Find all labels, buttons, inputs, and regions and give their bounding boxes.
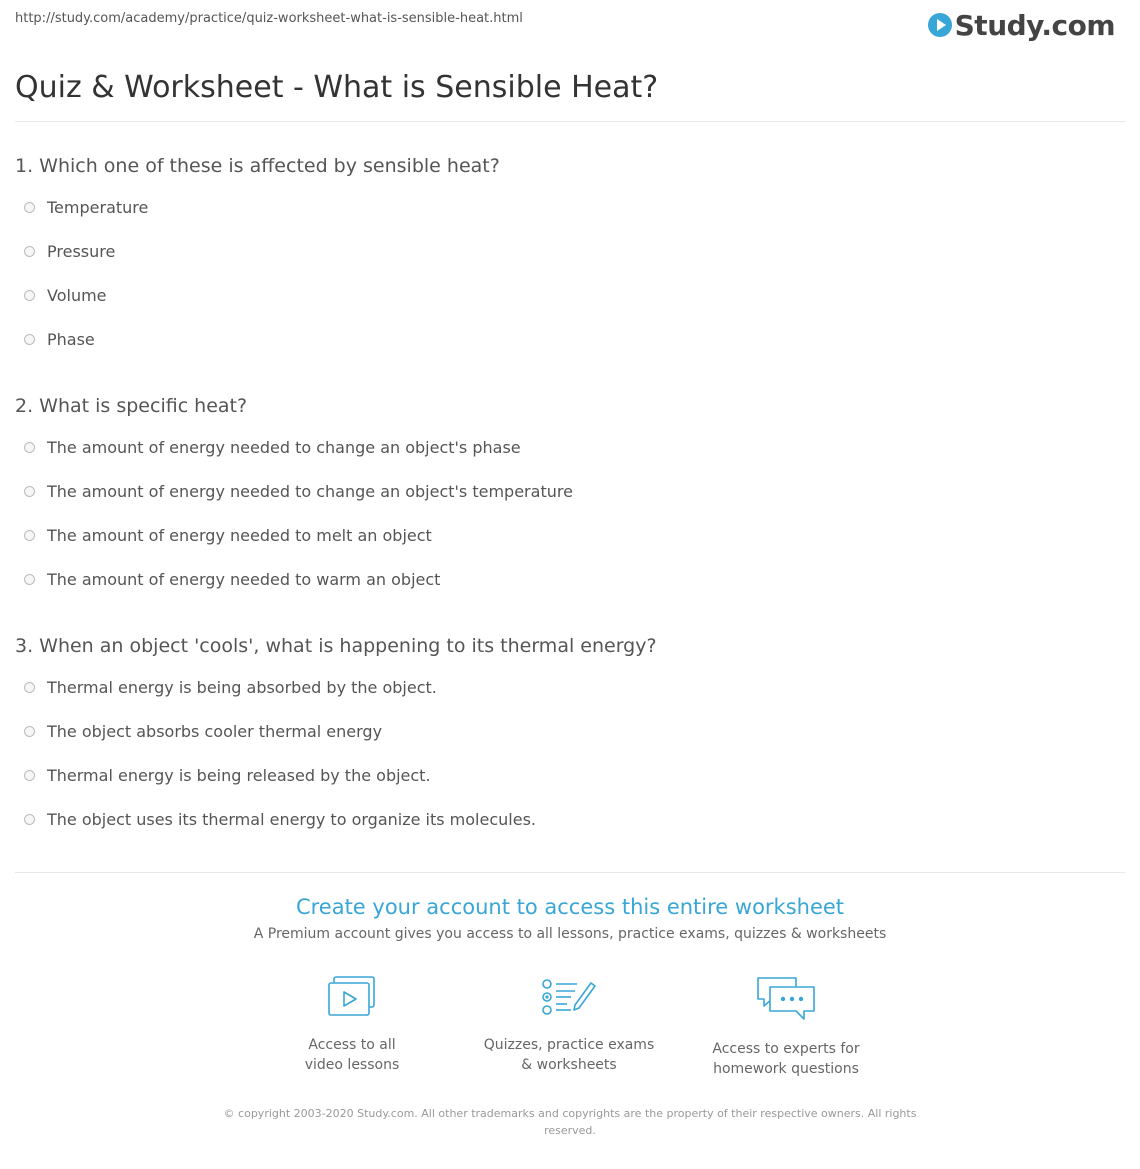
- answer-option[interactable]: [15, 665, 1115, 709]
- answer-option[interactable]: [15, 797, 1115, 841]
- answer-label: The object uses its thermal energy to organize its molecules.: [47, 809, 536, 829]
- feature-line: video lessons: [304, 1057, 400, 1073]
- radio-button[interactable]: [24, 682, 35, 693]
- radio-button[interactable]: [24, 814, 35, 825]
- answer-option[interactable]: [15, 185, 1115, 229]
- question-1: [15, 155, 1115, 361]
- create-account-link[interactable]: Create your account to access this entire worksheet: [295, 895, 845, 919]
- answer-label: Volume: [47, 285, 107, 305]
- answer-option[interactable]: [15, 469, 1115, 513]
- feature-line: homework questions: [713, 1061, 859, 1077]
- play-logo-icon: [928, 13, 952, 37]
- chat-bubbles-icon: [754, 975, 818, 1025]
- answer-label: The amount of energy needed to melt an object: [47, 525, 432, 545]
- feature-line: & worksheets: [521, 1057, 617, 1073]
- answer-label: Temperature: [47, 197, 149, 217]
- radio-button[interactable]: [24, 334, 35, 345]
- page-url: http://study.com/academy/practice/quiz-worksheet-what-is-sensible-heat.html: [15, 11, 523, 26]
- radio-button[interactable]: [24, 442, 35, 453]
- answer-option[interactable]: [15, 709, 1115, 753]
- answer-label: Thermal energy is being absorbed by the object.: [47, 677, 437, 697]
- answer-option[interactable]: [15, 513, 1115, 557]
- answer-option[interactable]: [15, 317, 1115, 361]
- answer-label: The object absorbs cooler thermal energy: [47, 721, 383, 741]
- answer-option[interactable]: [15, 425, 1115, 469]
- page-title: Quiz & Worksheet - What is Sensible Heat?: [15, 70, 659, 105]
- answer-label: Phase: [47, 329, 95, 349]
- question-2: [15, 395, 1115, 601]
- feature-line: Quizzes, practice exams: [483, 1037, 655, 1053]
- answer-label: The amount of energy needed to warm an object: [47, 569, 441, 589]
- answer-option[interactable]: [15, 273, 1115, 317]
- answer-label: Pressure: [47, 241, 116, 261]
- answer-label: The amount of energy needed to change an object's temperature: [47, 481, 573, 501]
- quiz-checklist-icon: [541, 975, 597, 1021]
- radio-button[interactable]: [24, 202, 35, 213]
- answer-label: Thermal energy is being released by the object.: [47, 765, 431, 785]
- feature-line: Access to experts for: [712, 1041, 860, 1057]
- question-title: 3. When an object 'cools', what is happening to its thermal energy?: [15, 635, 657, 657]
- cta-divider: [15, 872, 1125, 873]
- radio-button[interactable]: [24, 770, 35, 781]
- feature-video-lessons: [252, 975, 452, 1075]
- answer-label: The amount of energy needed to change an object's phase: [47, 437, 521, 457]
- question-3: [15, 635, 1115, 841]
- radio-button[interactable]: [24, 290, 35, 301]
- title-divider: [15, 121, 1125, 122]
- radio-button[interactable]: [24, 726, 35, 737]
- radio-button[interactable]: [24, 530, 35, 541]
- radio-button[interactable]: [24, 574, 35, 585]
- video-lessons-icon: [326, 975, 378, 1021]
- study-logo[interactable]: [928, 6, 1115, 44]
- question-title: 1. Which one of these is affected by sensible heat?: [15, 155, 500, 177]
- feature-line: Access to all: [308, 1037, 396, 1053]
- feature-experts: [686, 975, 886, 1079]
- copyright-text: © copyright 2003-2020 Study.com. All other trademarks and copyrights are the property of their respective owners. All rights reserved.: [223, 1107, 917, 1137]
- answer-option[interactable]: [15, 229, 1115, 273]
- radio-button[interactable]: [24, 486, 35, 497]
- question-title: 2. What is specific heat?: [15, 395, 248, 417]
- answer-option[interactable]: [15, 753, 1115, 797]
- logo-text: Study.com: [954, 8, 1115, 42]
- feature-quizzes: [469, 975, 669, 1075]
- answer-option[interactable]: [15, 557, 1115, 601]
- cta-subtitle: A Premium account gives you access to all lessons, practice exams, quizzes & worksheets: [253, 926, 887, 942]
- radio-button[interactable]: [24, 246, 35, 257]
